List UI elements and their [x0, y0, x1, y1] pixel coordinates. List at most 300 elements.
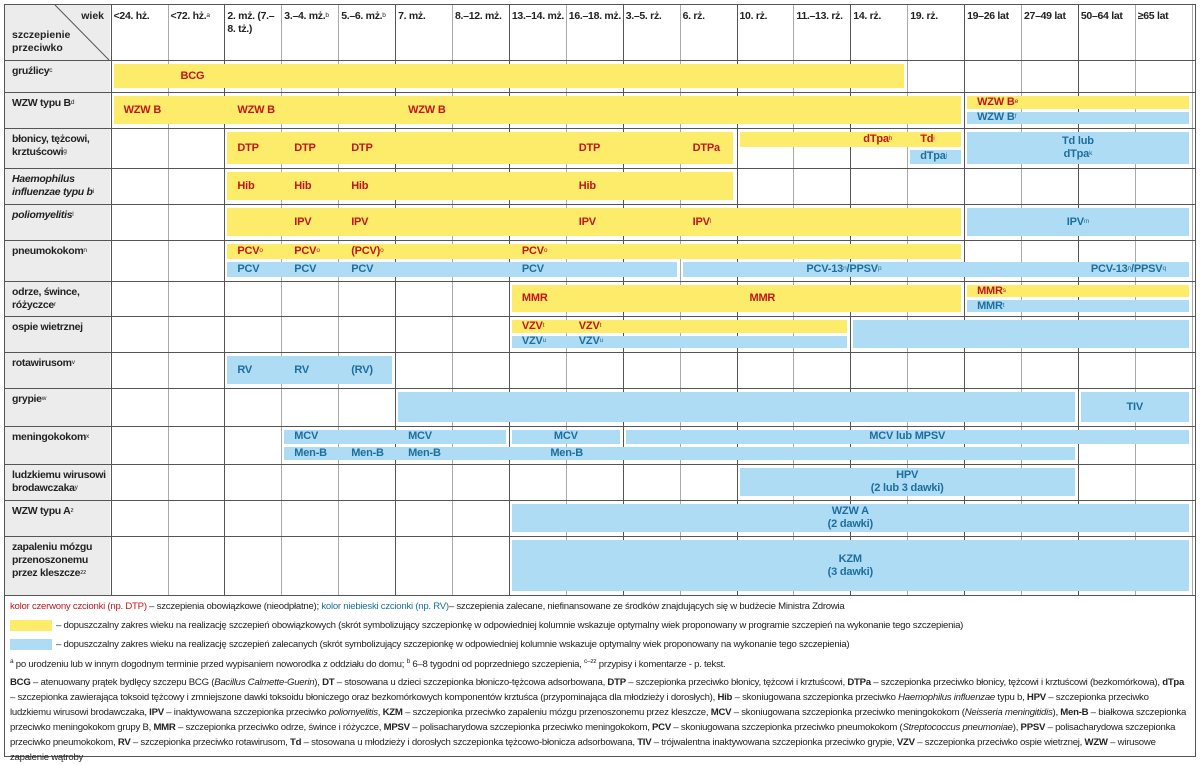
abbreviation-definition: – szczepionka zawierająca toksoid tężcowy i zmniejszone dawki toksoidu błoniczego oraz bezkomórkowych komponentów krztuśca (przypominająca dla młodzieży i dorosłych), — [10, 677, 1187, 703]
abbreviation-definition: – polisacharydowa szczepionka przeciwko meningokokom, — [409, 722, 653, 733]
header-cell — [1135, 5, 1192, 60]
header-cell — [509, 5, 566, 60]
vaccine-label — [237, 245, 262, 258]
vaccine-label — [579, 180, 596, 193]
abbreviation-definition: Haemophilus influenzae — [898, 692, 996, 703]
header-label: 3.–4. mż. — [284, 10, 326, 22]
vaccine-abbr: HPV — [896, 469, 919, 481]
vaccine-abbr: MCV — [294, 430, 319, 443]
vaccine-abbr: VZV — [521, 335, 543, 348]
vaccine-label — [351, 447, 384, 460]
footnote-a: po urodzeniu lub w innym dogodnym terminie przed wypisaniem noworodka z oddziału do domu; — [13, 659, 407, 671]
vaccine-abbr: dTpa — [1063, 148, 1090, 160]
vaccine-label-line — [408, 447, 441, 460]
row-label — [5, 352, 110, 388]
vaccine-label-line — [522, 335, 546, 348]
recommended-range-bar — [853, 320, 1188, 348]
header-cell — [907, 5, 964, 60]
blue-swatch — [10, 639, 52, 650]
vaccine-label-line — [1062, 148, 1094, 161]
vaccine-abbr: RV — [294, 363, 309, 376]
vaccine-abbr: IPV — [351, 215, 369, 228]
vaccine-footnote-mark: p — [877, 265, 882, 272]
vaccine-abbr: IPV — [1066, 215, 1084, 228]
vaccine-label-line — [237, 364, 252, 377]
vaccine-abbr: DTP — [294, 141, 316, 154]
vaccine-abbr: DTPa — [692, 141, 720, 154]
vaccine-abbr: PCV — [294, 245, 317, 257]
vaccine-abbr: Hib — [351, 179, 369, 192]
vaccine-abbr: (3 dawki) — [827, 565, 873, 578]
vaccine-footnote-mark: t — [1002, 301, 1005, 309]
vaccine-label-line — [294, 364, 309, 377]
vaccine-abbr: dTpa — [863, 132, 889, 145]
legend-font-colors — [10, 597, 1190, 616]
header-cell — [395, 5, 452, 60]
row-divider — [4, 352, 1196, 353]
vaccine-abbr: dTpa — [920, 150, 946, 163]
row-footnote-mark: n — [83, 247, 87, 254]
abbreviation-definition: , — [377, 707, 383, 718]
header-cell — [338, 5, 395, 60]
abbreviation-term: PCV — [652, 722, 672, 733]
legend-blue-label: kolor niebieski czcionki (np. RV) — [321, 601, 449, 612]
vaccine-abbr: VZV — [578, 319, 600, 332]
header-cell — [281, 5, 338, 60]
vaccine-label-line — [294, 142, 315, 155]
abbreviation-term: HPV — [1026, 692, 1046, 703]
abbreviation-term: TIV — [637, 737, 652, 748]
header-label: 14. rż. — [853, 10, 881, 22]
vaccine-abbr: Td lub — [1061, 135, 1094, 147]
abbreviation-term: VZV — [896, 737, 915, 748]
header-label: 13.–14. mż. — [511, 10, 565, 22]
abbreviation-definition: – wirusowe zapalenie wątroby — [10, 737, 1159, 763]
vaccine-footnote-mark: o — [316, 247, 320, 254]
vaccine-label — [693, 142, 720, 155]
mandatory-range-bar — [114, 64, 905, 88]
vaccine-label-line — [579, 142, 600, 155]
mandatory-range-bar — [512, 285, 961, 312]
abbreviation-definition: ), — [314, 677, 323, 688]
vaccine-label-line — [294, 180, 311, 193]
vaccine-label-line — [237, 104, 274, 117]
vaccine-label — [408, 104, 445, 117]
vaccine-abbr: Men-B — [550, 446, 583, 459]
abbreviation-definition: Bacillus Calmette-Guerin — [214, 677, 315, 688]
column-divider — [168, 5, 169, 595]
vaccine-label — [351, 216, 368, 229]
vaccine-abbr: (PCV) — [351, 245, 381, 257]
vaccine-label-line — [977, 96, 1018, 109]
header-label: ≥65 lat — [1137, 10, 1169, 22]
row-label-text: WZW typu A — [12, 505, 71, 517]
row-label — [5, 464, 110, 500]
header-corner-cell — [5, 5, 110, 60]
vaccine-label-line — [351, 263, 373, 276]
column-divider — [1192, 5, 1193, 595]
vaccine-abbr: Td — [920, 132, 934, 145]
legend-blue-desc: – szczepienia zalecane, niefinansowane ze środków znajdujących się w budżecie Ministra Zdrowia — [448, 601, 845, 612]
abbreviation-definition: – szczepionka przeciwko ludzkiemu wirusowi brodawczaka, — [10, 692, 1152, 718]
header-cell — [680, 5, 737, 60]
header-footnote-mark: a — [206, 12, 210, 19]
vaccine-label — [522, 320, 544, 333]
header-label: 8.–12. mż. — [455, 10, 502, 22]
header-label: <24. hż. — [113, 10, 150, 22]
row-label-text: Haemophilus influenzae typu b — [12, 173, 93, 198]
row-label — [5, 426, 110, 464]
vaccine-label-line — [554, 430, 578, 443]
vaccine-abbr: MMR — [749, 292, 776, 304]
vaccine-label — [124, 104, 161, 117]
vaccine-footnote-mark: q — [1162, 265, 1166, 272]
vaccine-abbr: WZW A — [831, 505, 869, 517]
row-label — [5, 388, 110, 426]
vaccine-label-line — [750, 292, 776, 305]
vaccine-label-line — [124, 104, 161, 117]
row-label — [5, 500, 110, 536]
abbreviation-definition: typu b, — [995, 692, 1027, 703]
vaccine-label — [294, 364, 309, 377]
vaccine-label — [294, 447, 327, 460]
vaccine-label — [550, 447, 583, 460]
row-label-text: ospie wietrznej — [12, 321, 83, 333]
row-label-text: gruźlicy — [12, 65, 50, 77]
vaccine-label — [351, 364, 373, 377]
vaccine-footnote-mark: k — [1089, 150, 1093, 157]
header-label: 2. mż. (7.–8. tż.) — [227, 10, 275, 35]
vaccine-label-line — [408, 430, 432, 443]
row-footnote-mark: w — [41, 395, 47, 402]
vaccine-abbr: (2 lub 3 dawki) — [870, 482, 944, 494]
footnotes — [10, 654, 1190, 673]
row-label — [5, 60, 110, 92]
vaccine-abbr: PCV — [237, 263, 260, 275]
vaccine-label — [294, 180, 311, 193]
footnote-c-mark: c–zz — [584, 658, 597, 666]
row-divider — [4, 168, 1196, 169]
abbreviation-definition: – szczepionka przeciwko rotawirusom, — [130, 737, 291, 748]
vaccine-abbr: MCV — [408, 430, 432, 443]
row-label — [5, 240, 110, 281]
vaccine-label — [1062, 135, 1094, 161]
vaccine-label-line — [871, 469, 944, 482]
vaccine-label — [294, 142, 315, 155]
abbreviation-definition: poliomyelitis — [328, 707, 378, 718]
vaccine-footnote-mark: e — [1014, 97, 1018, 105]
vaccine-label — [977, 285, 1006, 298]
vaccine-abbr: PCV — [521, 245, 544, 257]
row-footnote-mark: d — [70, 99, 75, 106]
vaccine-footnote-mark: t — [542, 321, 545, 329]
vaccine-abbr: IPV — [294, 215, 312, 228]
vaccine-label-line — [522, 292, 548, 305]
vaccine-abbr: DTP — [578, 141, 601, 154]
row-footnote-mark: r — [53, 301, 56, 308]
vaccine-label-line — [294, 447, 327, 460]
vaccine-label — [1091, 263, 1166, 276]
vaccine-label-line — [1062, 135, 1094, 148]
abbreviation-definition: – białkowa szczepionka przeciwko meningokokom grupy B, — [10, 707, 1189, 733]
footnote-b: 6–8 tygodni od poprzedniego szczepienia, — [409, 659, 585, 671]
row-label-text: ludzkiemu wirusowi brodawczaka — [12, 469, 106, 494]
row-label-text: błonicy, tężcowi, krztuścowi — [12, 133, 90, 158]
vaccine-label-line — [550, 447, 583, 460]
vaccine-label-line — [351, 245, 383, 258]
vaccine-footnote-mark: i — [933, 134, 935, 142]
header-cell — [1021, 5, 1078, 60]
vaccine-label — [181, 70, 205, 83]
header-footnote-mark: b — [382, 12, 386, 19]
row-footnote-mark: l — [72, 211, 74, 218]
header-cell — [566, 5, 623, 60]
abbreviation-definition: – polisacharydowa szczepionka przeciwko pneumokokom, — [10, 722, 1178, 748]
vaccine-abbr: Hib — [578, 179, 596, 192]
vaccine-label-line — [294, 263, 316, 276]
header-label: 19. rż. — [910, 10, 938, 22]
vaccine-abbr: KZM — [838, 552, 862, 565]
row-label-text: grypie — [12, 393, 42, 405]
column-divider — [224, 5, 225, 595]
vaccine-label — [579, 335, 603, 348]
vaccine-label — [579, 216, 596, 229]
row-divider — [4, 595, 1196, 596]
vaccine-abbr: PCV-13 — [1090, 263, 1128, 275]
vaccine-label — [977, 96, 1018, 109]
vaccine-abbr: (RV) — [351, 363, 373, 376]
abbreviation-term: WZW — [1084, 737, 1108, 748]
recommended-range-bar — [284, 447, 1075, 461]
header-cell — [623, 5, 680, 60]
header-label: 27–49 lat — [1024, 10, 1066, 22]
age-axis-label: wiek — [81, 10, 104, 22]
vaccine-label — [408, 430, 432, 443]
abbreviation-term: IPV — [149, 707, 164, 718]
column-divider — [111, 5, 112, 595]
row-label-text: meningokokom — [12, 431, 86, 443]
vaccine-label — [294, 263, 316, 276]
header-cell — [224, 5, 281, 60]
recommended-range-bar — [398, 392, 1075, 422]
vaccine-label — [828, 553, 873, 579]
abbreviation-definition: – skoniugowana szczepionka przeciwko pneumokokom ( — [671, 722, 903, 733]
abbreviation-definition: – szczepionka przeciwko ospie wietrznej, — [914, 737, 1085, 748]
header-label: 5.–6. mż. — [341, 10, 383, 22]
abbreviation-term: BCG — [10, 677, 31, 688]
abbreviation-term: dTpa — [1162, 677, 1185, 688]
vaccine-footnote-mark: j — [945, 152, 947, 160]
vaccine-footnote-mark: u — [599, 337, 604, 345]
vaccine-label-line — [920, 133, 934, 146]
vaccine-footnote-mark: f — [1014, 113, 1017, 121]
row-label — [5, 281, 110, 316]
vaccine-label-line — [522, 263, 544, 276]
vaccine-label-line — [351, 216, 368, 229]
vaccine-footnote-mark: n — [1127, 265, 1132, 272]
vaccine-footnote-mark: o — [259, 247, 263, 254]
row-footnote-mark: i — [92, 188, 94, 195]
header-cell — [111, 5, 168, 60]
vaccine-abbr: MCV lub MPSV — [869, 430, 946, 443]
vaccine-footnote-mark: o — [380, 247, 384, 254]
row-divider — [4, 281, 1196, 282]
legend-red-desc: – szczepienia obowiązkowe (nieodpłatne); — [146, 601, 322, 612]
column-divider — [395, 5, 396, 595]
row-divider — [4, 204, 1196, 205]
row-divider — [4, 536, 1196, 537]
vaccine-label-line — [977, 285, 1006, 298]
row-label-text: WZW typu B — [12, 97, 71, 109]
legend-yellow-row — [10, 616, 1190, 635]
vaccine-label-line — [869, 430, 945, 443]
row-label-text: pneumokokom — [12, 245, 84, 257]
vaccine-abbr: BCG — [180, 69, 205, 82]
vaccine-label-line — [828, 505, 873, 518]
vaccine-abbr: Hib — [294, 179, 312, 192]
vaccine-abbr: PCV-13 — [806, 263, 844, 275]
vaccine-label — [920, 150, 947, 163]
vaccine-label — [351, 245, 383, 258]
row-divider — [4, 388, 1196, 389]
vaccine-abbr: PCV — [351, 263, 374, 275]
vaccine-abbr: Men-B — [294, 446, 327, 459]
vaccine-abbr: WZW B — [977, 95, 1015, 108]
vaccine-label-line — [351, 180, 368, 193]
abbreviation-definition: – szczepionka przeciwko błonicy, tężcowi i krztuścowi, — [625, 677, 848, 688]
row-divider — [4, 128, 1196, 129]
vaccine-abbr-suffix: /PPSV — [846, 263, 878, 275]
vaccine-footnote-mark: o — [543, 247, 548, 254]
row-label — [5, 204, 110, 240]
vaccine-label — [522, 335, 546, 348]
header-label: <72. hż. — [170, 10, 207, 22]
footnote-b-mark: b — [406, 658, 410, 666]
abbreviation-term: PPSV — [1020, 722, 1046, 733]
abbreviation-term: MCV — [710, 707, 732, 718]
legend-red-label: kolor czerwony czcionki (np. DTP) — [10, 601, 147, 612]
row-divider — [4, 60, 1196, 61]
row-divider — [4, 92, 1196, 93]
vaccine-label-line — [237, 245, 262, 258]
abbreviation-term: Hib — [717, 692, 733, 703]
vaccine-label-line — [828, 518, 873, 531]
vaccine-label — [579, 142, 600, 155]
row-divider — [4, 500, 1196, 501]
abbreviation-term: DTPa — [847, 677, 871, 688]
row-footnote-mark: v — [71, 359, 75, 366]
row-footnote-mark: z — [70, 507, 74, 514]
header-cell — [168, 5, 225, 60]
vaccine-label — [554, 430, 578, 443]
abbreviation-term: Men-B — [1060, 707, 1089, 718]
yellow-swatch — [10, 620, 52, 631]
header-cell — [452, 5, 509, 60]
abbreviation-term: DTP — [607, 677, 626, 688]
vaccine-label-line — [351, 364, 373, 377]
row-label-text: poliomyelitis — [12, 209, 73, 221]
row-footnote-mark: y — [74, 484, 78, 491]
legend-blue-swatch-desc: – dopuszczalny zakres wieku na realizację szczepień zalecanych (skrót symbolizujący szczepionkę w odpowiedniej kolumnie wskazuje optymalny wiek proponowany na wykonanie tego szczepienia) — [56, 639, 850, 650]
row-label — [5, 316, 110, 352]
vaccine-label-line — [579, 216, 596, 229]
vaccine-abbr: (2 dawki) — [827, 518, 873, 530]
abbreviation-definition: – szczepionka przeciwko odrze, śwince i różyczce, — [175, 722, 384, 733]
header-label: 10. rż. — [739, 10, 768, 22]
column-divider — [509, 5, 510, 595]
vaccine-label-line — [351, 142, 372, 155]
row-footnote-mark: zz — [80, 569, 87, 576]
row-footnote-mark: g — [63, 148, 67, 155]
row-footnote-mark: x — [86, 433, 89, 440]
vaccine-footnote-mark: l — [709, 217, 711, 225]
vaccine-label — [237, 180, 254, 193]
legend-blue-row — [10, 635, 1190, 654]
header-cell — [964, 5, 1021, 60]
vaccine-abbr: MMR — [521, 292, 548, 304]
vaccine-abbr: Hib — [237, 179, 255, 192]
column-divider — [281, 5, 282, 595]
row-divider — [4, 426, 1196, 427]
vaccine-label — [237, 364, 252, 377]
vaccine-label — [294, 245, 319, 258]
vaccine-label — [351, 263, 373, 276]
vaccine-label-line — [237, 180, 254, 193]
vaccine-label-line — [579, 335, 603, 348]
vaccine-label — [750, 292, 776, 305]
vaccine-abbr: WZW B — [408, 103, 446, 116]
vaccine-label — [522, 263, 544, 276]
vaccine-label — [237, 104, 274, 117]
vaccine-label-line — [1067, 216, 1089, 229]
vaccine-label — [579, 320, 601, 333]
vaccine-abbr: IPV — [692, 215, 710, 228]
row-label — [5, 168, 110, 204]
vaccine-footnote-mark: n — [843, 265, 847, 272]
abbreviation-definition: – szczepionka przeciwko błonicy, tężcowi i krztuścowi (bezkomórkowa), — [870, 677, 1163, 688]
vaccine-label — [237, 263, 259, 276]
row-label-text: rotawirusom — [12, 357, 72, 369]
vaccine-abbr: Men-B — [408, 446, 441, 459]
vaccine-label-line — [977, 111, 1016, 124]
vaccine-label — [869, 430, 945, 443]
recommended-range-bar — [512, 336, 847, 349]
abbreviation-term: Td — [290, 737, 302, 748]
vaccine-label-line — [294, 430, 318, 443]
vaccine-label-line — [828, 566, 873, 579]
vaccine-abbr: RV — [237, 363, 253, 376]
abbreviation-definition: – skoniugowana szczepionka przeciwko meningokokom ( — [731, 707, 965, 718]
mandatory-range-bar — [512, 320, 847, 333]
vaccine-abbr: VZV — [578, 335, 600, 348]
row-divider — [4, 316, 1196, 317]
vaccine-label-line — [863, 133, 892, 146]
vaccine-label-line — [181, 70, 205, 83]
row-label-text: zapaleniu mózgu przenoszonemu przez kleszcze — [12, 541, 93, 579]
vaccine-label-line — [920, 150, 947, 163]
vaccine-abbr: Men-B — [351, 446, 384, 459]
abbreviation-definition: – szczepionka przeciwko zapaleniu mózgu przenoszonemu przez kleszcze, — [402, 707, 711, 718]
row-footnote-mark: c — [49, 67, 53, 74]
vaccine-abbr: WZW B — [977, 111, 1015, 124]
vaccine-abbr: WZW B — [123, 103, 162, 116]
vaccine-label-line — [408, 104, 445, 117]
vaccine-label-line — [237, 263, 259, 276]
vaccine-label — [920, 133, 934, 146]
vaccine-label — [806, 263, 881, 276]
header-label: 50–64 lat — [1080, 10, 1123, 22]
vaccine-abbr: DTP — [237, 141, 259, 154]
